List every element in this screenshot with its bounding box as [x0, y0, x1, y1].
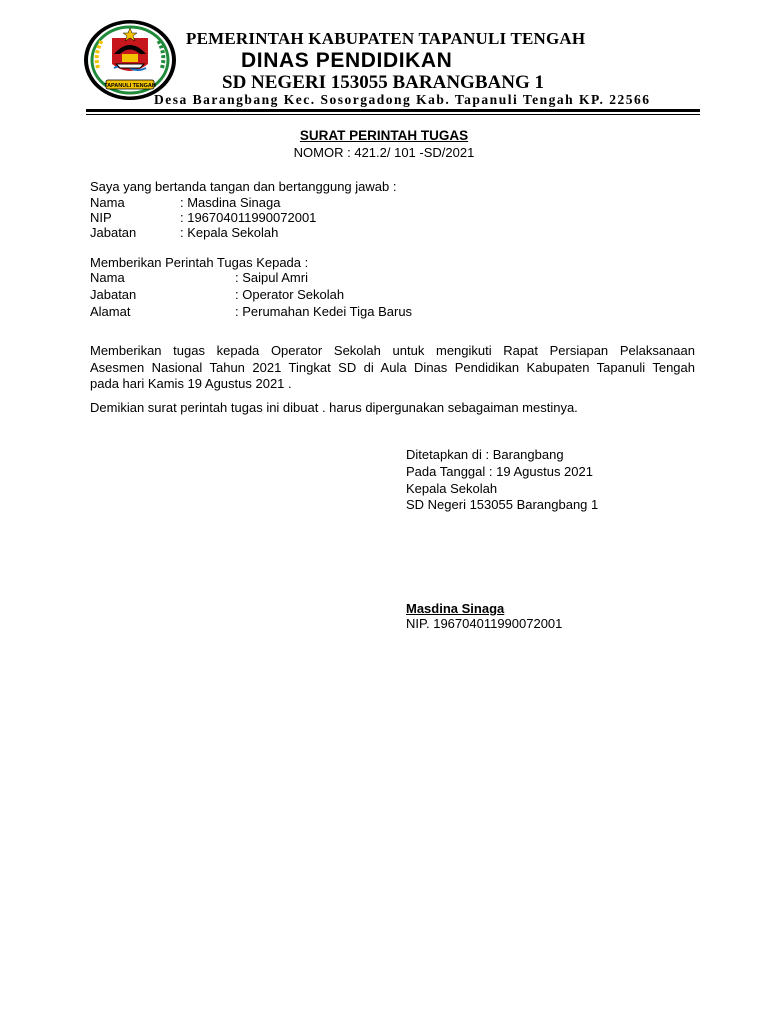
assignee-address-value: : Perumahan Kedei Tiga Barus — [235, 304, 413, 319]
signature-position: Kepala Sekolah — [406, 481, 498, 496]
task-paragraph-line-3: pada hari Kamis 19 Agustus 2021 . — [90, 376, 292, 391]
letterhead-divider-thick — [86, 109, 700, 112]
intro-statement: Saya yang bertanda tangan dan bertanggung jawab : — [90, 179, 397, 194]
assignment-intro: Memberikan Perintah Tugas Kepada : — [90, 255, 309, 270]
signatory-nip: NIP. 196704011990072001 — [406, 616, 563, 631]
letterhead-address: Desa Barangbang Kec. Sosorgadong Kab. Tapanuli Tengah KP. 22566 — [154, 92, 651, 107]
assignee-name-label: Nama — [90, 270, 125, 285]
signer-name-label: Nama — [90, 195, 125, 210]
letterhead-government: PEMERINTAH KABUPATEN TAPANULI TENGAH — [186, 29, 586, 48]
letterhead-divider-thin — [86, 114, 700, 115]
regency-emblem-logo — [82, 18, 178, 102]
signer-nip-value: : 196704011990072001 — [180, 210, 317, 225]
assignee-address-label: Alamat — [90, 304, 131, 319]
task-paragraph-line-1: Memberikan tugas kepada Operator Sekolah untuk mengikuti Rapat Persiapan Pelaksanaan — [90, 343, 695, 358]
assignee-position-label: Jabatan — [90, 287, 137, 302]
task-paragraph-line-2: Asesmen Nasional Tahun 2021 Tingkat SD di Aula Dinas Pendidikan Kabupaten Tapanuli Tengah — [90, 359, 695, 375]
signer-nip-label: NIP — [90, 210, 112, 225]
signature-school: SD Negeri 153055 Barangbang 1 — [406, 497, 599, 512]
closing-statement: Demikian surat perintah tugas ini dibuat . harus dipergunakan sebagaiman mestinya. — [90, 400, 578, 415]
assignee-position-value: : Operator Sekolah — [235, 287, 345, 302]
signature-date: Pada Tanggal : 19 Agustus 2021 — [406, 464, 593, 479]
signature-place: Ditetapkan di : Barangbang — [406, 447, 564, 462]
assignee-name-value: : Saipul Amri — [235, 270, 308, 285]
document-title: SURAT PERINTAH TUGAS — [299, 128, 469, 143]
letterhead-agency: DINAS PENDIDIKAN — [241, 49, 453, 72]
document-number: NOMOR : 421.2/ 101 -SD/2021 — [293, 145, 475, 160]
emblem-banner-text: TAPANULI TENGAH — [104, 83, 156, 89]
task-paragraph — [90, 343, 695, 393]
signer-position-label: Jabatan — [90, 225, 137, 240]
letterhead-school: SD NEGERI 153055 BARANGBANG 1 — [222, 72, 544, 93]
signer-position-value: : Kepala Sekolah — [180, 225, 279, 240]
signatory-name: Masdina Sinaga — [406, 601, 505, 616]
signer-name-value: : Masdina Sinaga — [180, 195, 281, 210]
